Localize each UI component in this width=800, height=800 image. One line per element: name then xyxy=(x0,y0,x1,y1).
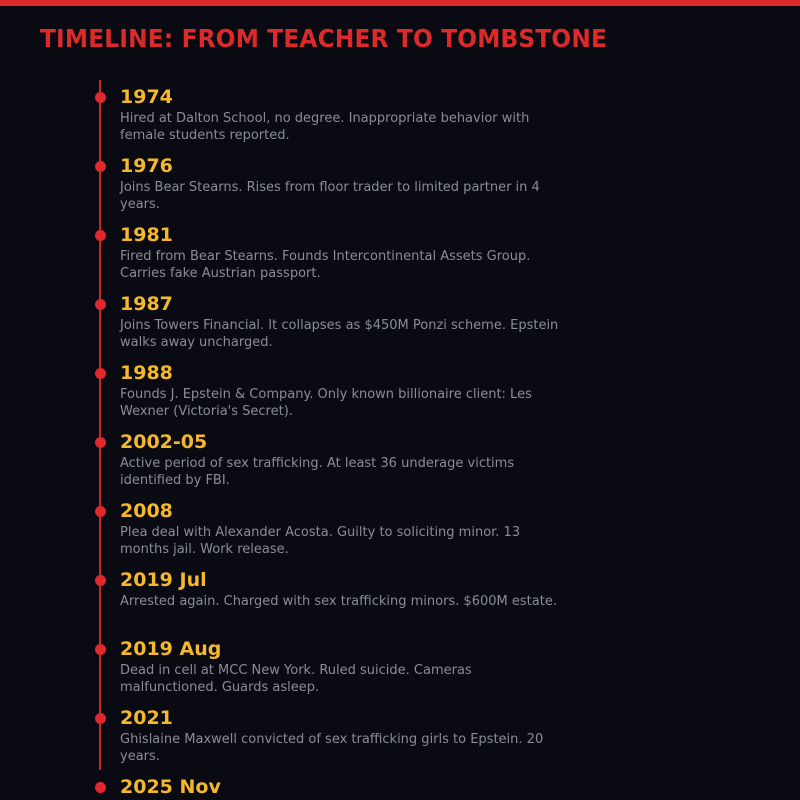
entry-year: 2025 Nov xyxy=(120,776,221,798)
timeline-entry-2002-05 xyxy=(0,431,800,500)
timeline-entry-2019-jul xyxy=(0,569,800,638)
entry-description: Hired at Dalton School, no degree. Inappropriate behavior with female students reported. xyxy=(120,111,530,143)
entry-description: Founds J. Epstein & Company. Only known billionaire client: Les Wexner (Victoria's Secret). xyxy=(120,387,532,419)
timeline-entry-1988 xyxy=(0,362,800,431)
timeline-dot-icon xyxy=(95,299,106,310)
timeline-dot-icon xyxy=(95,713,106,724)
timeline-dot-icon xyxy=(95,506,106,517)
entry-description: Fired from Bear Stearns. Founds Intercontinental Assets Group. Carries fake Austrian passport. xyxy=(120,249,531,281)
timeline-dot-icon xyxy=(95,92,106,103)
timeline-entry-2025-nov xyxy=(0,776,800,800)
timeline-entry-1976 xyxy=(0,155,800,224)
timeline-entry-2021 xyxy=(0,707,800,776)
entry-year: 2008 xyxy=(120,500,173,522)
timeline-entry-2008 xyxy=(0,500,800,569)
entry-description: Ghislaine Maxwell convicted of sex trafficking girls to Epstein. 20 years. xyxy=(120,732,544,764)
entry-description: Joins Towers Financial. It collapses as $450M Ponzi scheme. Epstein walks away uncharged. xyxy=(120,318,559,350)
entry-year: 1988 xyxy=(120,362,173,384)
timeline-dot-icon xyxy=(95,368,106,379)
page-title: TIMELINE: FROM TEACHER TO TOMBSTONE xyxy=(40,24,608,53)
timeline-dot-icon xyxy=(95,230,106,241)
timeline-entry-2019-aug xyxy=(0,638,800,707)
timeline-dot-icon xyxy=(95,644,106,655)
entry-year: 2019 Jul xyxy=(120,569,207,591)
timeline-entry-1974 xyxy=(0,86,800,155)
top-accent-bar xyxy=(0,0,800,6)
entry-description: Active period of sex trafficking. At least 36 underage victims identified by FBI. xyxy=(120,456,515,488)
entry-year: 1974 xyxy=(120,86,173,108)
timeline-dot-icon xyxy=(95,161,106,172)
timeline-dot-icon xyxy=(95,575,106,586)
entry-description: Dead in cell at MCC New York. Ruled suicide. Cameras malfunctioned. Guards asleep. xyxy=(120,663,472,695)
entry-year: 1981 xyxy=(120,224,173,246)
entry-description: Arrested again. Charged with sex trafficking minors. $600M estate. xyxy=(120,594,557,609)
entry-year: 2021 xyxy=(120,707,173,729)
timeline-dot-icon xyxy=(95,437,106,448)
entry-year: 2002-05 xyxy=(120,431,208,453)
entry-year: 1987 xyxy=(120,293,173,315)
entry-description: Plea deal with Alexander Acosta. Guilty to soliciting minor. 13 months jail. Work release. xyxy=(120,525,521,557)
entry-year: 1976 xyxy=(120,155,173,177)
timeline-entry-1981 xyxy=(0,224,800,293)
timeline-entry-1987 xyxy=(0,293,800,362)
timeline-dot-icon xyxy=(95,782,106,793)
entry-year: 2019 Aug xyxy=(120,638,222,660)
entry-description: Joins Bear Stearns. Rises from floor trader to limited partner in 4 years. xyxy=(120,180,540,212)
